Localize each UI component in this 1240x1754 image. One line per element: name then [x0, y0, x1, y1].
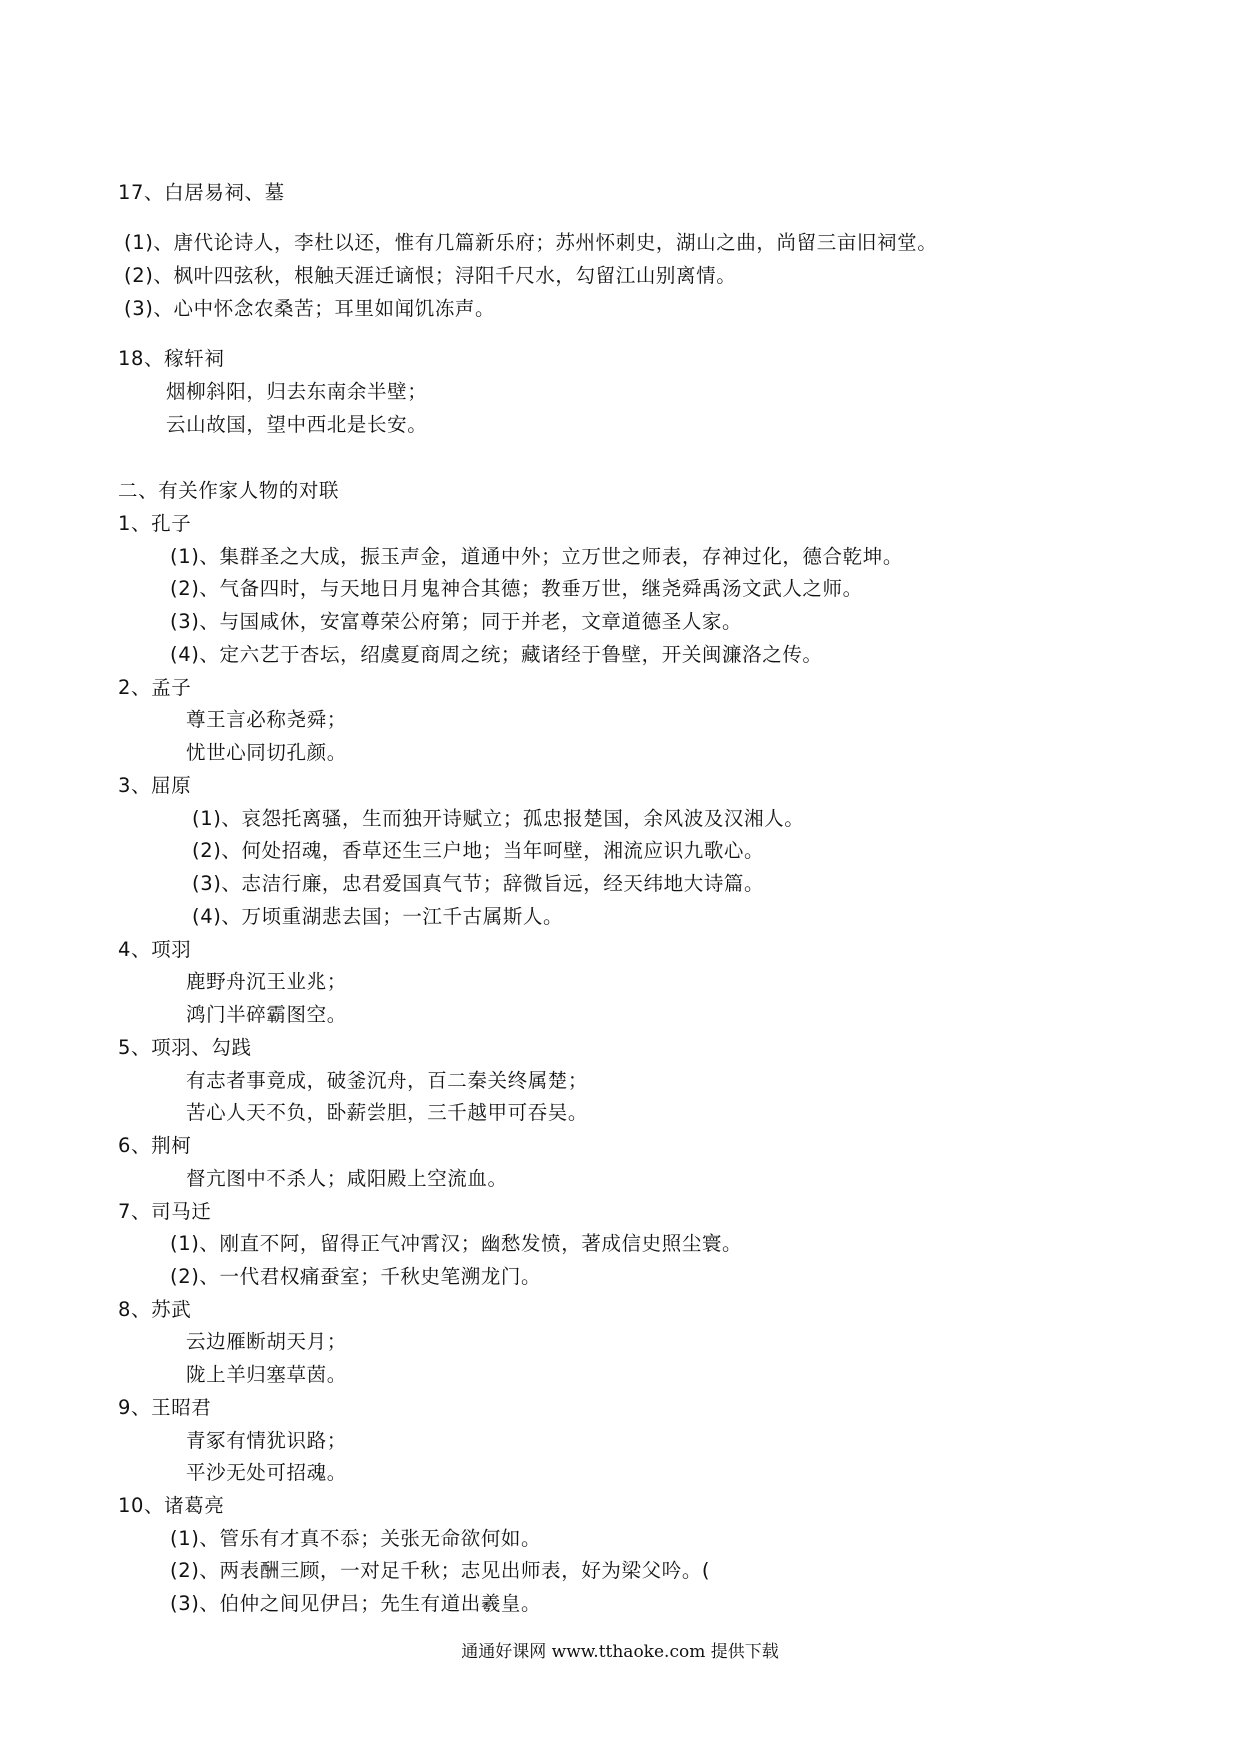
entry-line: (4)、定六艺于杏坛，绍虞夏商周之统；藏诸经于鲁壁，开关闽濂洛之传。 — [170, 643, 823, 666]
entry-line: (2)、何处招魂，香草还生三户地；当年呵壁，湘流应识九歌心。 — [192, 839, 765, 862]
section-18-line-1: 烟柳斜阳，归去东南余半壁； — [166, 380, 428, 403]
entry-line: 苦心人天不负，卧薪尝胆，三千越甲可吞吴。 — [186, 1101, 589, 1124]
entry-line: (3)、与国咸休，安富尊荣公府第；同于并老，文章道德圣人家。 — [170, 610, 743, 633]
entry-line: (1)、刚直不阿，留得正气冲霄汉；幽愁发愤，著成信史照尘寰。 — [170, 1232, 743, 1255]
section-17-heading: 17、白居易祠、墓 — [118, 181, 285, 204]
part-2-title: 二、有关作家人物的对联 — [118, 479, 340, 502]
entry-line: (3)、伯仲之间见伊吕；先生有道出羲皇。 — [170, 1592, 542, 1615]
entry-heading: 1、孔子 — [118, 512, 192, 535]
entry-line: 陇上羊归塞草茵。 — [186, 1363, 347, 1386]
entry-line: (1)、集群圣之大成，振玉声金，道通中外；立万世之师表，存神过化，德合乾坤。 — [170, 545, 903, 568]
section-17-item-2: (2)、枫叶四弦秋，根触天涯迁谪恨；浔阳千尺水，勾留江山别离情。 — [124, 264, 737, 287]
entry-line: (2)、气备四时，与天地日月鬼神合其德；教垂万世，继尧舜禹汤文武人之师。 — [170, 577, 863, 600]
entry-line: 鹿野舟沉王业兆； — [186, 970, 347, 993]
entry-heading: 3、屈原 — [118, 774, 192, 797]
entry-line: 尊王言必称尧舜； — [186, 708, 347, 731]
page-footer: 通通好课网 www.tthaoke.com 提供下载 — [461, 1642, 779, 1662]
entry-line: 鸿门半碎霸图空。 — [186, 1003, 347, 1026]
entry-line: 云边雁断胡天月； — [186, 1330, 347, 1353]
entry-heading: 8、苏武 — [118, 1298, 192, 1321]
entry-line: 有志者事竟成，破釜沉舟，百二秦关终属楚； — [186, 1069, 589, 1092]
entry-heading: 6、荆柯 — [118, 1134, 192, 1157]
entry-heading: 2、孟子 — [118, 676, 192, 699]
section-18-heading: 18、稼轩祠 — [118, 347, 225, 370]
entry-heading: 5、项羽、勾践 — [118, 1036, 252, 1059]
section-18-line-2: 云山故国，望中西北是长安。 — [166, 413, 428, 436]
entry-heading: 4、项羽 — [118, 938, 192, 961]
section-17-item-1: (1)、唐代论诗人，李杜以还，惟有几篇新乐府；苏州怀刺史，湖山之曲，尚留三亩旧祠堂。 — [124, 231, 938, 254]
entry-line: (1)、管乐有才真不忝；关张无命欲何如。 — [170, 1527, 542, 1550]
entry-line: (2)、一代君权痛蚕室；千秋史笔溯龙门。 — [170, 1265, 542, 1288]
entry-line: 平沙无处可招魂。 — [186, 1461, 347, 1484]
entry-line: (2)、两表酬三顾，一对足千秋；志见出师表，好为梁父吟。( — [170, 1559, 711, 1582]
entry-line: 忧世心同切孔颜。 — [186, 741, 347, 764]
entry-line: (3)、志洁行廉，忠君爱国真气节；辞微旨远，经天纬地大诗篇。 — [192, 872, 765, 895]
entry-line: 青冢有情犹识路； — [186, 1429, 347, 1452]
entry-heading: 9、王昭君 — [118, 1396, 212, 1419]
entry-heading: 10、诸葛亮 — [118, 1494, 225, 1517]
section-17-item-3: (3)、心中怀念农桑苦；耳里如闻饥冻声。 — [124, 297, 496, 320]
entry-heading: 7、司马迁 — [118, 1200, 212, 1223]
entry-line: (4)、万顷重湖悲去国；一江千古属斯人。 — [192, 905, 564, 928]
entry-line: (1)、哀怨托离骚，生而独开诗赋立；孤忠报楚国，余风波及汉湘人。 — [192, 807, 805, 830]
entry-line: 督亢图中不杀人；咸阳殿上空流血。 — [186, 1167, 508, 1190]
